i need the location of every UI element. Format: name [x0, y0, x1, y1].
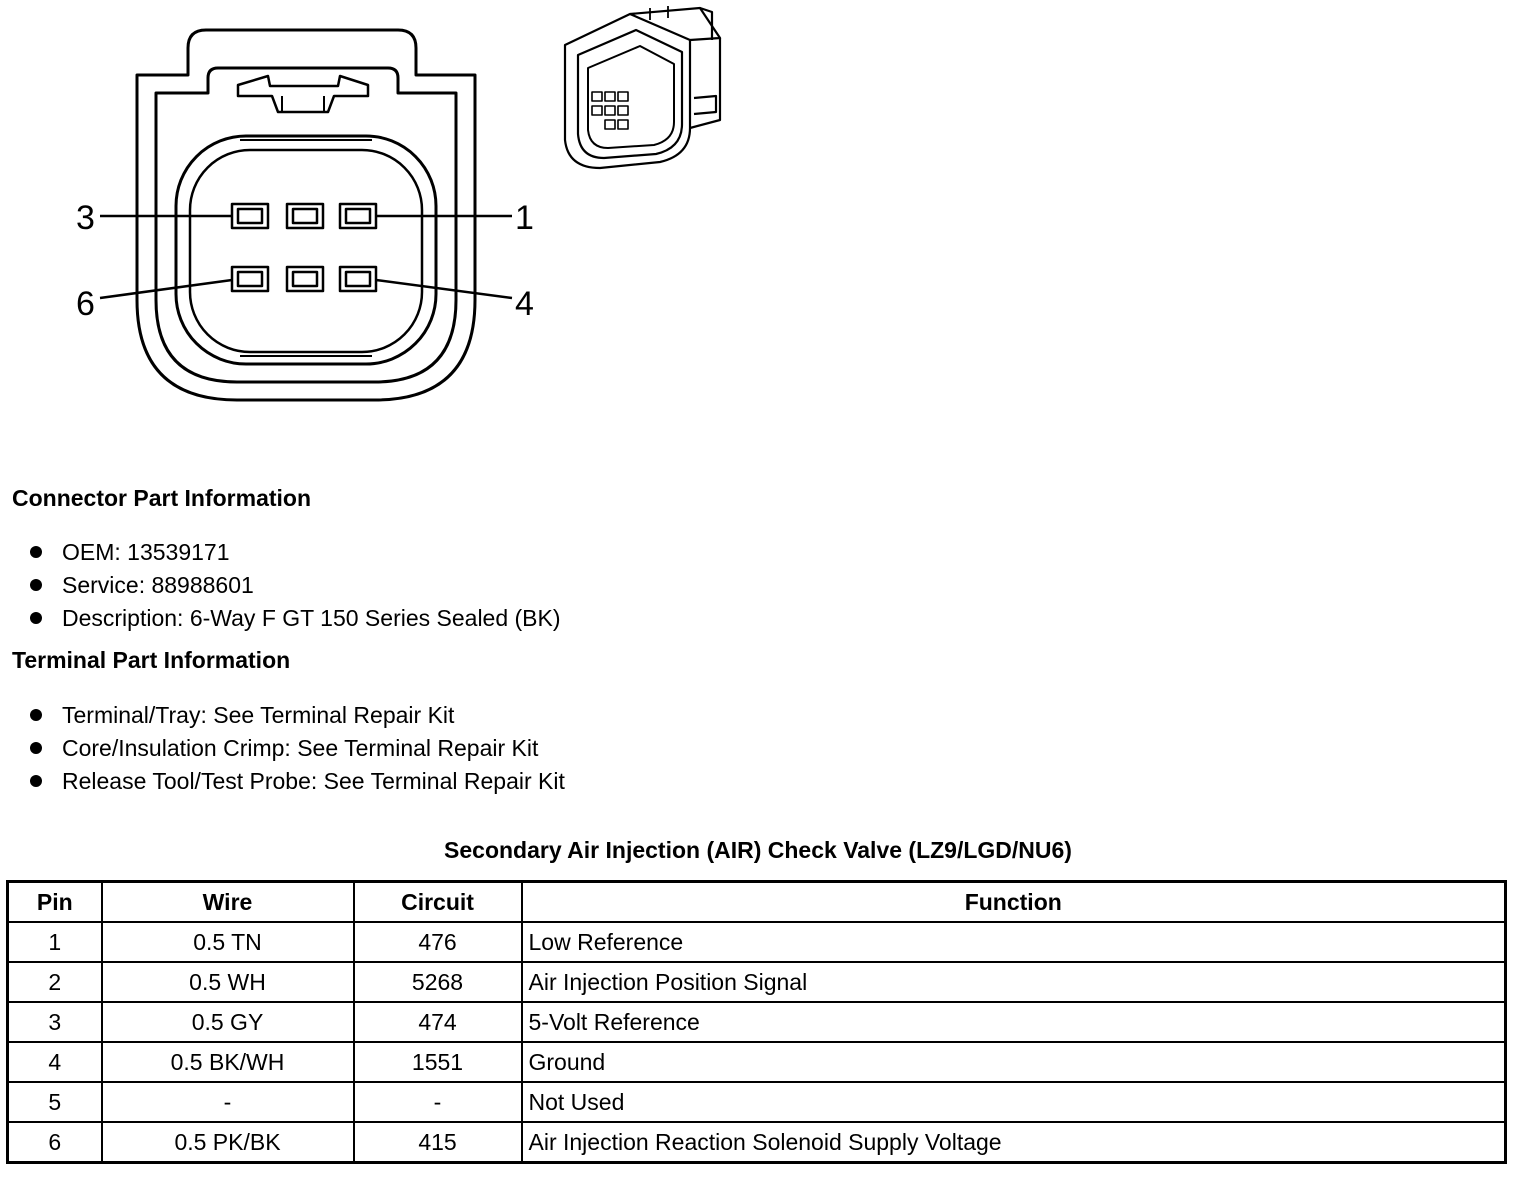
- cell-pin: 4: [8, 1042, 102, 1082]
- cell-function: Air Injection Reaction Solenoid Supply Voltage: [522, 1122, 1506, 1163]
- pin-label-1: 1: [515, 199, 534, 237]
- cell-pin: 6: [8, 1122, 102, 1163]
- cell-function: Air Injection Position Signal: [522, 962, 1506, 1002]
- cell-circuit: 415: [354, 1122, 522, 1163]
- pinout-table: [6, 880, 1507, 1164]
- header-pin: Pin: [8, 882, 102, 923]
- cell-function: Low Reference: [522, 922, 1506, 962]
- cell-wire: 0.5 BK/WH: [102, 1042, 354, 1082]
- pin-label-3: 3: [76, 199, 95, 237]
- cell-wire: 0.5 GY: [102, 1002, 354, 1042]
- cell-pin: 5: [8, 1082, 102, 1122]
- cell-circuit: 474: [354, 1002, 522, 1042]
- cell-circuit: 5268: [354, 962, 522, 1002]
- cell-function: Ground: [522, 1042, 1506, 1082]
- cell-wire: 0.5 WH: [102, 962, 354, 1002]
- cell-pin: 1: [8, 922, 102, 962]
- cell-wire: -: [102, 1082, 354, 1122]
- cell-circuit: 476: [354, 922, 522, 962]
- list-item: Release Tool/Test Probe: See Terminal Repair Kit: [30, 765, 565, 798]
- terminal-info-heading: Terminal Part Information: [12, 647, 291, 673]
- cell-circuit: -: [354, 1082, 522, 1122]
- table-row: [8, 1002, 1506, 1042]
- table-row: [8, 1042, 1506, 1082]
- table-row: [8, 962, 1506, 1002]
- list-item: Core/Insulation Crimp: See Terminal Repair Kit: [30, 732, 565, 765]
- connector-diagram: [0, 0, 760, 420]
- pin-label-4: 4: [515, 285, 534, 323]
- table-header-row: [8, 882, 1506, 923]
- connector-info-list: [30, 536, 561, 635]
- connector-face-view: [100, 30, 512, 400]
- cell-function: 5-Volt Reference: [522, 1002, 1506, 1042]
- list-item: OEM: 13539171: [30, 536, 561, 569]
- terminal-info-list: [30, 699, 565, 798]
- table-row: [8, 1122, 1506, 1163]
- cell-wire: 0.5 TN: [102, 922, 354, 962]
- table-row: [8, 922, 1506, 962]
- header-wire: Wire: [102, 882, 354, 923]
- cell-circuit: 1551: [354, 1042, 522, 1082]
- pin-label-6: 6: [76, 285, 95, 323]
- header-function: Function: [522, 882, 1506, 923]
- cell-pin: 2: [8, 962, 102, 1002]
- cell-pin: 3: [8, 1002, 102, 1042]
- terminal-cavities: [232, 204, 376, 291]
- cell-function: Not Used: [522, 1082, 1506, 1122]
- table-title: Secondary Air Injection (AIR) Check Valve (LZ9/LGD/NU6): [444, 837, 1072, 863]
- connector-3d-view: [565, 6, 720, 168]
- list-item: Description: 6-Way F GT 150 Series Sealed (BK): [30, 602, 561, 635]
- list-item: Service: 88988601: [30, 569, 561, 602]
- connector-info-heading: Connector Part Information: [12, 485, 312, 511]
- header-circuit: Circuit: [354, 882, 522, 923]
- table-row: [8, 1082, 1506, 1122]
- list-item: Terminal/Tray: See Terminal Repair Kit: [30, 699, 565, 732]
- cell-wire: 0.5 PK/BK: [102, 1122, 354, 1163]
